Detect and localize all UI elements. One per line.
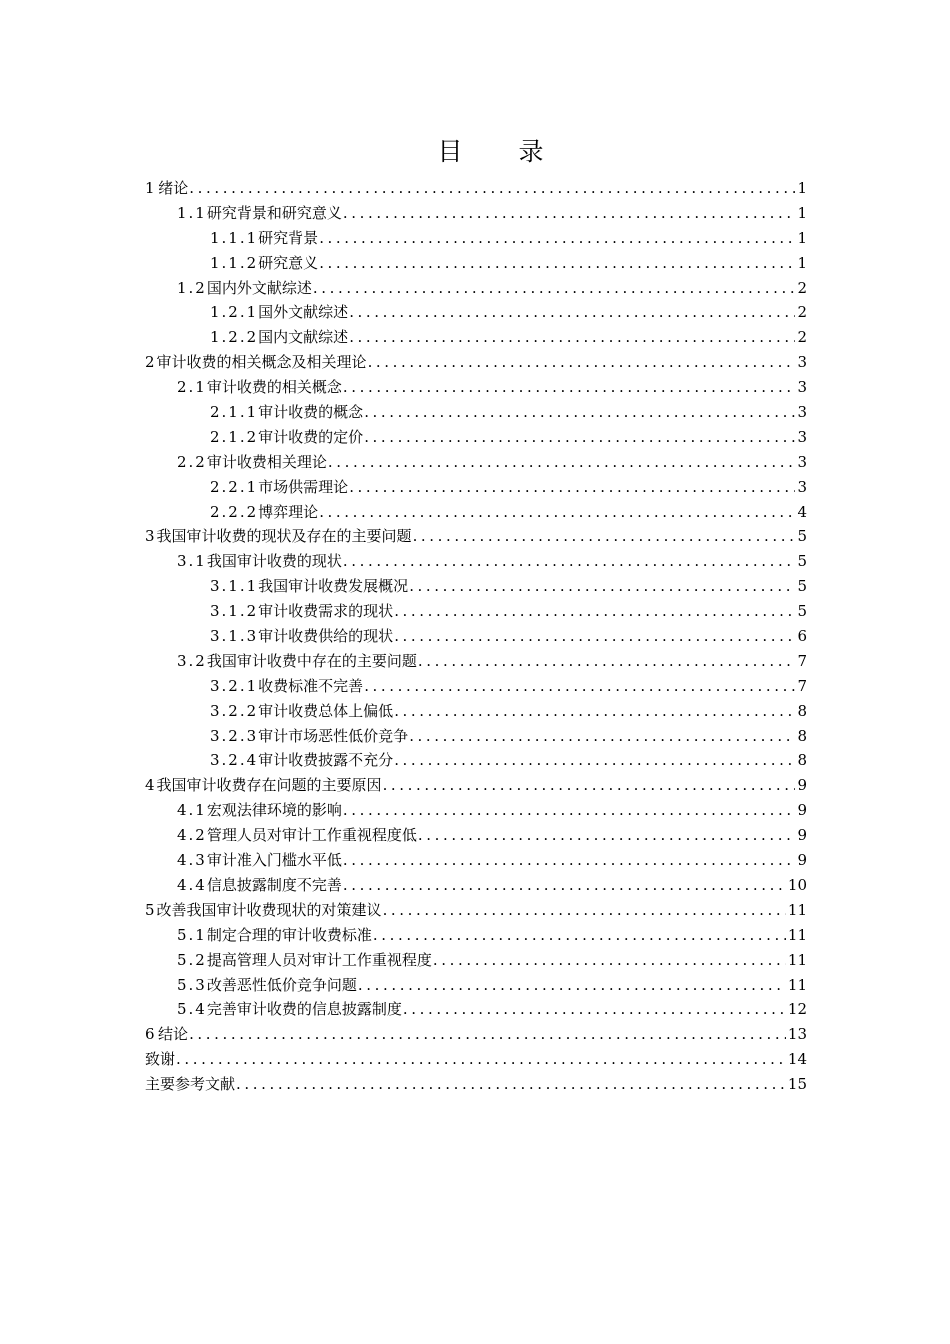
toc-entry-page-number: 5 (797, 527, 807, 546)
toc-entry[interactable] (145, 948, 807, 973)
toc-entry-number: 5.4 (177, 1000, 207, 1019)
toc-entry-page-number: 2 (797, 278, 807, 297)
toc-entry-page-number: 5 (797, 577, 807, 596)
toc-entry[interactable] (145, 400, 807, 425)
toc-entry-title: 结论 (158, 1025, 189, 1044)
toc-dot-leader (319, 500, 795, 525)
toc-entry-title: 提高管理人员对审计工作重视程度 (206, 950, 432, 969)
toc-title: 目 录 (437, 137, 568, 166)
toc-entry-title: 审计收费的概念 (258, 403, 364, 422)
toc-dot-leader (189, 1022, 786, 1047)
toc-entry[interactable] (145, 251, 807, 276)
toc-entry[interactable] (145, 973, 807, 998)
toc-entry-number: 3.1.1 (210, 577, 259, 596)
toc-entry-number: 2 (145, 353, 157, 372)
toc-entry-title: 信息披露制度不完善 (206, 875, 342, 894)
toc-dot-leader (368, 350, 796, 375)
toc-entry-page-number: 9 (797, 801, 807, 820)
toc-dot-leader (343, 375, 796, 400)
toc-entry-number: 2.2.1 (210, 477, 259, 496)
toc-entry-page-number: 7 (797, 651, 807, 670)
toc-entry-title: 市场供需理论 (258, 477, 349, 496)
toc-dot-leader (319, 226, 795, 251)
toc-entry-title: 收费标准不完善 (258, 676, 364, 695)
toc-entry-page-number: 7 (797, 676, 807, 695)
toc-entry-page-number: 9 (797, 776, 807, 795)
toc-entry[interactable] (145, 748, 807, 773)
toc-entry[interactable] (145, 674, 807, 699)
toc-entry[interactable] (145, 226, 807, 251)
toc-entry[interactable] (145, 1072, 807, 1097)
toc-entry-title: 审计收费披露不充分 (258, 751, 394, 770)
toc-dot-leader (349, 475, 795, 500)
toc-entry-number: 1.2 (177, 278, 207, 297)
toc-entry-number: 3.2.2 (210, 701, 259, 720)
toc-entry-number: 3.2.1 (210, 676, 259, 695)
toc-entry-number: 4.3 (177, 851, 207, 870)
toc-entry[interactable] (145, 1047, 807, 1072)
toc-dot-leader (176, 1047, 786, 1072)
toc-entry-number: 1.2.1 (210, 303, 259, 322)
toc-dot-leader (409, 574, 795, 599)
toc-entry-number: 5.1 (177, 925, 207, 944)
toc-dot-leader (313, 276, 796, 301)
toc-entry-title: 管理人员对审计工作重视程度低 (206, 826, 417, 845)
toc-entry-number: 4.4 (177, 875, 207, 894)
toc-entry-number: 4 (145, 776, 157, 795)
toc-entry[interactable] (145, 898, 807, 923)
toc-dot-leader (349, 325, 795, 350)
toc-entry[interactable] (145, 724, 807, 749)
toc-entry-number: 3.2 (177, 651, 207, 670)
toc-dot-leader (394, 748, 795, 773)
toc-entry-page-number: 1 (797, 228, 807, 247)
toc-entry-page-number: 9 (797, 851, 807, 870)
toc-entry-number: 2.2 (177, 452, 207, 471)
toc-entry-page-number: 3 (797, 452, 807, 471)
toc-entry[interactable] (145, 350, 807, 375)
toc-dot-leader (383, 898, 786, 923)
toc-entry-page-number: 1 (797, 253, 807, 272)
toc-entry-page-number: 3 (797, 403, 807, 422)
toc-entry-title: 主要参考文献 (145, 1075, 236, 1094)
toc-entry[interactable] (145, 375, 807, 400)
toc-entry-page-number: 5 (797, 552, 807, 571)
toc-dot-leader (343, 873, 786, 898)
toc-entry-number: 3.1.3 (210, 627, 259, 646)
toc-dot-leader (349, 300, 795, 325)
toc-dot-leader (328, 450, 796, 475)
toc-dot-leader (409, 724, 795, 749)
toc-entry-title: 绪论 (158, 179, 189, 197)
toc-dot-leader (383, 773, 796, 798)
toc-entry-number: 3.2.4 (210, 751, 259, 770)
toc-entry-title: 改善我国审计收费现状的对策建议 (156, 900, 382, 919)
toc-entry-number: 1.1.2 (210, 253, 259, 272)
toc-entry-number: 5.2 (177, 950, 207, 969)
toc-entry-number: 1 (145, 179, 157, 197)
toc-entry[interactable] (145, 1022, 807, 1047)
toc-entry-number: 5 (145, 900, 157, 919)
toc-entry[interactable] (145, 923, 807, 948)
toc-entry[interactable] (145, 649, 807, 674)
toc-dot-leader (364, 425, 795, 450)
toc-entry-page-number: 15 (787, 1075, 807, 1094)
toc-entry[interactable] (145, 475, 807, 500)
toc-entry-title: 我国审计收费的现状及存在的主要问题 (156, 527, 412, 546)
toc-entry[interactable] (145, 848, 807, 873)
toc-entry-title: 研究背景和研究意义 (206, 203, 342, 222)
toc-entry-page-number: 3 (797, 353, 807, 372)
toc-entry-page-number: 6 (797, 627, 807, 646)
toc-entry-title: 审计收费总体上偏低 (258, 701, 394, 720)
toc-entry-title: 制定合理的审计收费标准 (206, 925, 372, 944)
toc-entry-title: 研究意义 (258, 253, 319, 272)
toc-entry-page-number: 3 (797, 378, 807, 397)
toc-entry[interactable] (145, 773, 807, 798)
toc-entry-title: 研究背景 (258, 228, 319, 247)
toc-entry-page-number: 5 (797, 602, 807, 621)
toc-dot-leader (319, 251, 795, 276)
toc-entry-page-number: 9 (797, 826, 807, 845)
toc-entry-page-number: 8 (797, 701, 807, 720)
toc-entry[interactable] (145, 325, 807, 350)
toc-entry[interactable] (145, 524, 807, 549)
toc-dot-leader (418, 649, 796, 674)
toc-entry[interactable] (145, 798, 807, 823)
toc-entry-page-number: 8 (797, 751, 807, 770)
toc-entry-title: 审计市场恶性低价竞争 (258, 726, 409, 745)
toc-dot-leader (394, 624, 795, 649)
toc-entry[interactable] (145, 500, 807, 525)
toc-dot-leader (413, 524, 796, 549)
toc-dot-leader (403, 997, 786, 1022)
toc-entry-page-number: 10 (787, 875, 807, 894)
toc-entry-number: 2.1.2 (210, 427, 259, 446)
toc-entry-page-number: 13 (787, 1025, 807, 1044)
toc-entry[interactable] (145, 823, 807, 848)
toc-entry-title: 我国审计收费存在问题的主要原因 (156, 776, 382, 795)
toc-entry[interactable] (145, 450, 807, 475)
toc-entry-page-number: 11 (787, 900, 807, 919)
toc-entry-title: 我国审计收费的现状 (206, 552, 342, 571)
toc-entry[interactable] (145, 549, 807, 574)
toc-dot-leader (373, 923, 786, 948)
toc-entry-title: 国外文献综述 (258, 303, 349, 322)
toc-entry-number: 2.1.1 (210, 403, 259, 422)
toc-entry[interactable] (145, 624, 807, 649)
toc-dot-leader (343, 549, 796, 574)
toc-entry-number: 1.1.1 (210, 228, 259, 247)
toc-entry-page-number: 11 (787, 950, 807, 969)
toc-entry-title: 我国审计收费发展概况 (258, 577, 409, 596)
toc-entry-page-number: 2 (797, 328, 807, 347)
toc-entry[interactable] (145, 873, 807, 898)
toc-entry-number: 2.1 (177, 378, 207, 397)
toc-dot-leader (236, 1072, 786, 1097)
toc-entry-page-number: 1 (797, 203, 807, 222)
toc-entry-title: 审计收费相关理论 (206, 452, 327, 471)
toc-entry[interactable] (145, 176, 807, 201)
toc-entry-title: 审计收费的相关概念 (206, 378, 342, 397)
toc-entry-title: 审计准入门槛水平低 (206, 851, 342, 870)
toc-entry-number: 3.1 (177, 552, 207, 571)
toc-entry-number: 1.1 (177, 203, 207, 222)
toc-entry-page-number: 12 (787, 1000, 807, 1019)
toc-dot-leader (364, 674, 795, 699)
toc-entry-page-number: 3 (797, 477, 807, 496)
toc-entry[interactable] (145, 300, 807, 325)
toc-entry-title: 我国审计收费中存在的主要问题 (206, 651, 417, 670)
toc-entry-title: 宏观法律环境的影响 (206, 801, 342, 820)
toc-entry-page-number: 4 (797, 502, 807, 521)
toc-entry-title: 国内文献综述 (258, 328, 349, 347)
toc-entry[interactable] (145, 699, 807, 724)
toc-dot-leader (358, 973, 786, 998)
toc-entry-title: 审计收费供给的现状 (258, 627, 394, 646)
toc-dot-leader (343, 848, 796, 873)
toc-entry-page-number: 14 (787, 1050, 807, 1069)
toc-entry-page-number: 2 (797, 303, 807, 322)
toc-entry-number: 3 (145, 527, 157, 546)
toc-entry[interactable] (145, 201, 807, 226)
toc-dot-leader (343, 201, 796, 226)
toc-entry[interactable] (145, 599, 807, 624)
toc-entry-title: 改善恶性低价竞争问题 (206, 975, 357, 994)
toc-entry-number: 3.1.2 (210, 602, 259, 621)
toc-entry-page-number: 3 (797, 427, 807, 446)
toc-entry-page-number: 8 (797, 726, 807, 745)
toc-entry-number: 3.2.3 (210, 726, 259, 745)
table-of-contents (145, 176, 807, 1097)
toc-entry-title: 致谢 (145, 1050, 176, 1069)
toc-entry[interactable] (145, 276, 807, 301)
toc-entry-title: 国内外文献综述 (206, 278, 312, 297)
toc-dot-leader (364, 400, 795, 425)
toc-entry-number: 6 (145, 1025, 157, 1044)
toc-entry-title: 审计收费的相关概念及相关理论 (156, 353, 367, 372)
toc-entry-page-number: 1 (797, 179, 807, 197)
toc-entry-number: 5.3 (177, 975, 207, 994)
toc-entry-page-number: 11 (787, 975, 807, 994)
toc-entry-title: 博弈理论 (258, 502, 319, 521)
toc-entry-number: 2.2.2 (210, 502, 259, 521)
toc-dot-leader (189, 176, 795, 201)
toc-dot-leader (394, 599, 795, 624)
toc-dot-leader (433, 948, 786, 973)
toc-dot-leader (418, 823, 796, 848)
toc-entry[interactable] (145, 425, 807, 450)
toc-entry-number: 4.1 (177, 801, 207, 820)
toc-entry-title: 审计收费的定价 (258, 427, 364, 446)
toc-entry-title: 完善审计收费的信息披露制度 (206, 1000, 402, 1019)
toc-entry[interactable] (145, 997, 807, 1022)
toc-entry-page-number: 11 (787, 925, 807, 944)
toc-dot-leader (343, 798, 796, 823)
toc-entry-title: 审计收费需求的现状 (258, 602, 394, 621)
toc-entry[interactable] (145, 574, 807, 599)
toc-entry-number: 4.2 (177, 826, 207, 845)
toc-dot-leader (394, 699, 795, 724)
toc-entry-number: 1.2.2 (210, 328, 259, 347)
